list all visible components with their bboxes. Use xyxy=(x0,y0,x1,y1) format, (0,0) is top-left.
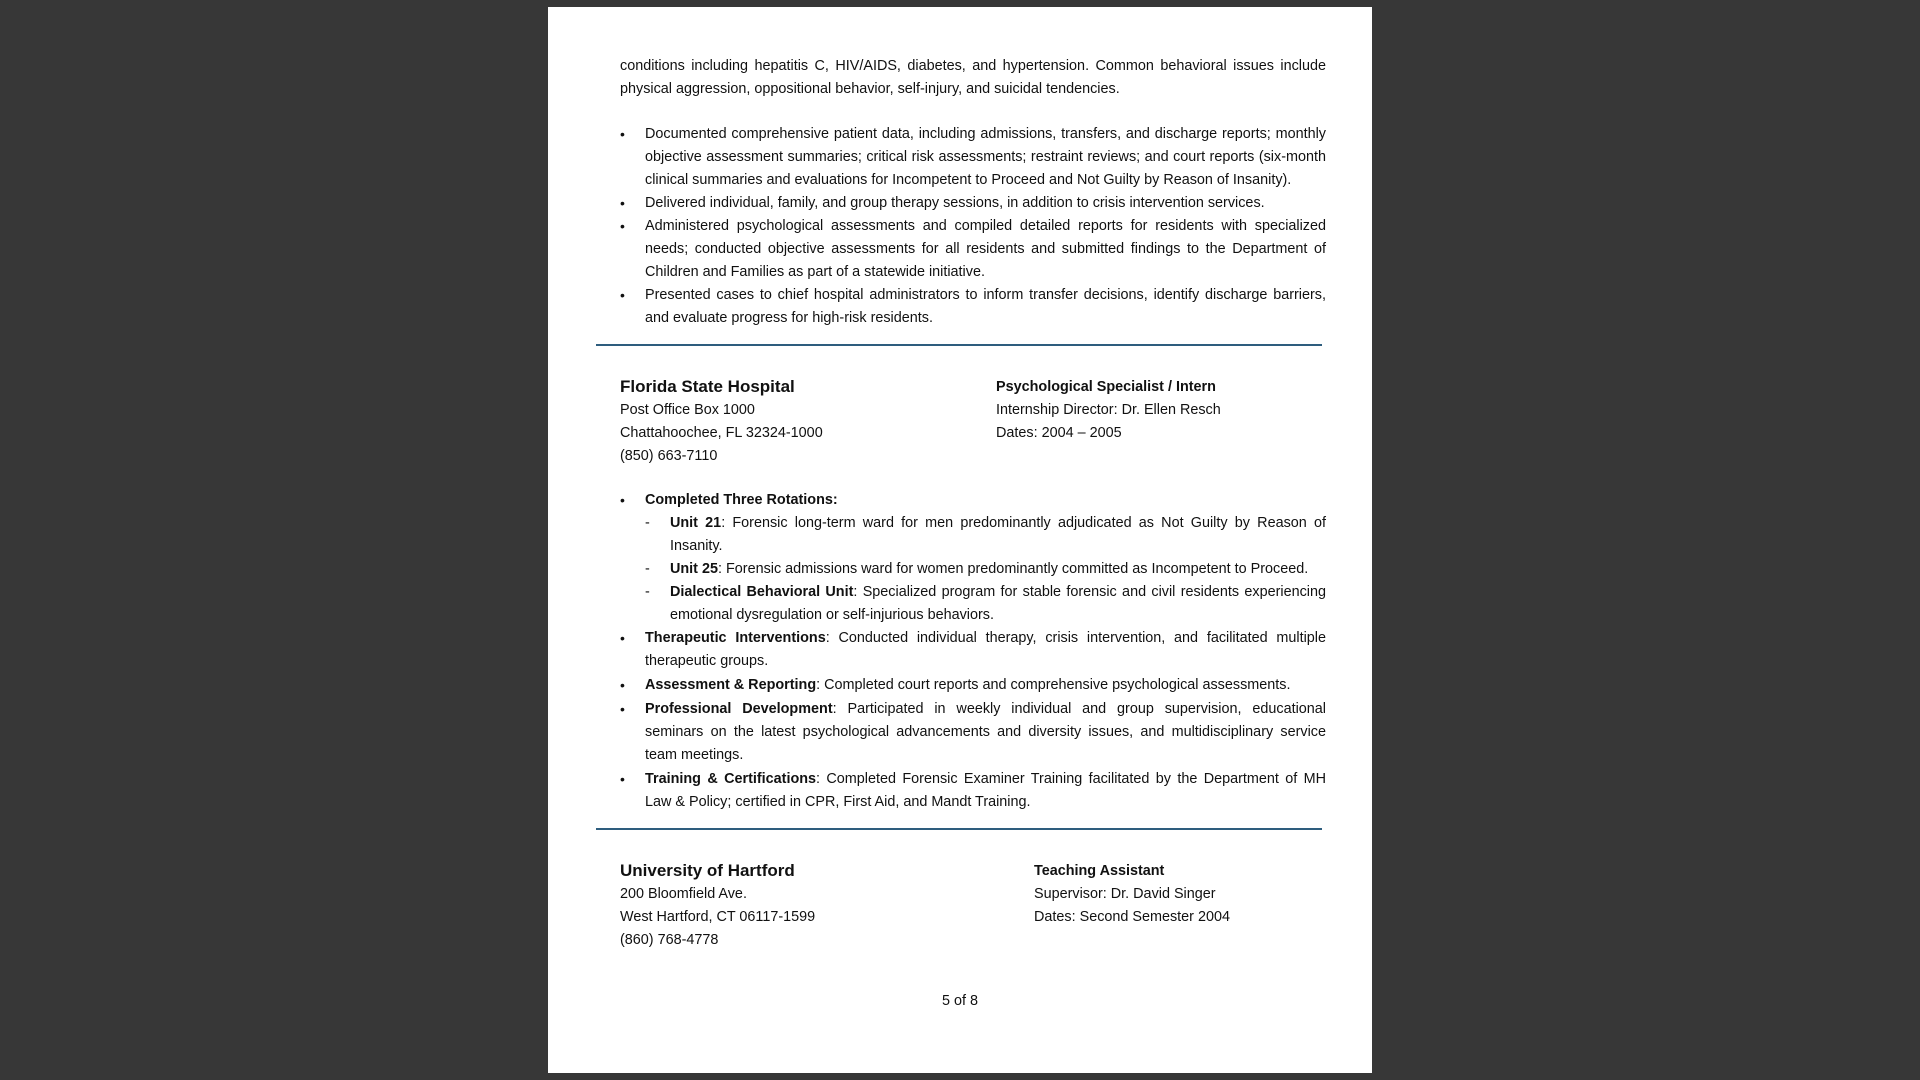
rotation-description: : Forensic long-term ward for men predominantly adjudicated as Not Guilty by Reason of Insanity. xyxy=(670,515,1326,554)
employer-info xyxy=(620,859,815,952)
rotations-label: Completed Three Rotations: xyxy=(645,492,838,508)
list-item xyxy=(645,558,1326,581)
list-item xyxy=(620,627,1326,673)
list-item: • Documented comprehensive patient data, including admissions, transfers, and discharge reports; monthly objective assessment summaries; critical risk assessments; restraint reviews; and court reports (six-month clinical summaries and evaluations for Incompetent to Proceed and Not Guilty by Reason of Insanity). xyxy=(620,123,1326,192)
list-item xyxy=(620,489,1326,627)
position-title: Teaching Assistant xyxy=(1034,863,1165,879)
item-label: Assessment & Reporting xyxy=(645,677,817,693)
rotation-name: Unit 21 xyxy=(670,515,722,531)
employer-phone: (860) 768-4778 xyxy=(620,932,719,948)
rotation-name: Unit 25 xyxy=(670,561,718,577)
employer-address-line1: Post Office Box 1000 xyxy=(620,402,755,418)
position-supervisor: Supervisor: Dr. David Singer xyxy=(1034,886,1216,902)
employer-name: University of Hartford xyxy=(620,861,795,880)
page-content xyxy=(620,55,1326,951)
list-item xyxy=(620,674,1326,697)
employer-address-line1: 200 Bloomfield Ave. xyxy=(620,886,747,902)
position-dates: Dates: 2004 – 2005 xyxy=(996,425,1122,441)
continuation-paragraph: conditions including hepatitis C, HIV/AIDS, diabetes, and hypertension. Common behavioral issues include physical aggression, oppositional behavior, self-injury, and suicidal tendencies. xyxy=(620,58,1326,97)
position-info xyxy=(1034,859,1230,929)
university-of-hartford-header xyxy=(620,859,1326,951)
continuation-bullet-list xyxy=(620,123,1326,330)
item-label: Professional Development xyxy=(645,701,833,717)
rotation-description: : Specialized program for stable forensic and civil residents experiencing emotional dysregulation or self-injurious behaviors. xyxy=(670,584,1326,623)
page-number: 5 of 8 xyxy=(941,993,978,1009)
section-divider xyxy=(596,344,1322,346)
section-divider xyxy=(596,828,1322,830)
item-text: : Completed court reports and comprehensive psychological assessments. xyxy=(816,677,1291,693)
florida-state-hospital-header xyxy=(620,375,1326,467)
list-item: • Presented cases to chief hospital administrators to inform transfer decisions, identify discharge barriers, and evaluate progress for high-risk residents. xyxy=(620,284,1326,330)
rotations-list xyxy=(645,512,1326,627)
employer-address-line2: Chattahoochee, FL 32324-1000 xyxy=(620,425,823,441)
rotation-name: Dialectical Behavioral Unit xyxy=(670,584,854,600)
employer-phone: (850) 663-7110 xyxy=(620,448,718,464)
employer-info xyxy=(620,375,823,468)
list-item xyxy=(620,768,1326,814)
item-text: : Conducted individual therapy, crisis intervention, and facilitated multiple therapeutic groups. xyxy=(645,630,1326,669)
florida-state-hospital-duties xyxy=(620,489,1326,814)
position-dates: Dates: Second Semester 2004 xyxy=(1034,909,1230,925)
list-item: • Administered psychological assessments and compiled detailed reports for residents with specialized needs; conducted objective assessments for all residents and submitted findings to the Department of Children and Families as part of a statewide initiative. xyxy=(620,215,1326,284)
document-page xyxy=(548,7,1372,1073)
item-label: Therapeutic Interventions xyxy=(645,630,826,646)
rotation-description: : Forensic admissions ward for women predominantly committed as Incompetent to Proceed. xyxy=(717,561,1309,577)
item-text: : Participated in weekly individual and group supervision, educational seminars on the latest psychological advancements and diversity issues, and multidisciplinary service team meetings. xyxy=(645,701,1326,763)
position-info xyxy=(996,375,1221,445)
item-label: Training & Certifications xyxy=(645,771,817,787)
employer-address-line2: West Hartford, CT 06117-1599 xyxy=(620,909,816,925)
position-title: Psychological Specialist / Intern xyxy=(996,379,1216,395)
list-item xyxy=(645,512,1326,558)
position-director: Internship Director: Dr. Ellen Resch xyxy=(996,402,1221,418)
employer-name: Florida State Hospital xyxy=(620,377,795,396)
item-text: : Completed Forensic Examiner Training facilitated by the Department of MH Law & Policy; certified in CPR, First Aid, and Mandt Training. xyxy=(645,771,1326,810)
list-item xyxy=(620,698,1326,767)
list-item: • Delivered individual, family, and group therapy sessions, in addition to crisis intervention services. xyxy=(620,192,1326,215)
list-item xyxy=(645,581,1326,627)
